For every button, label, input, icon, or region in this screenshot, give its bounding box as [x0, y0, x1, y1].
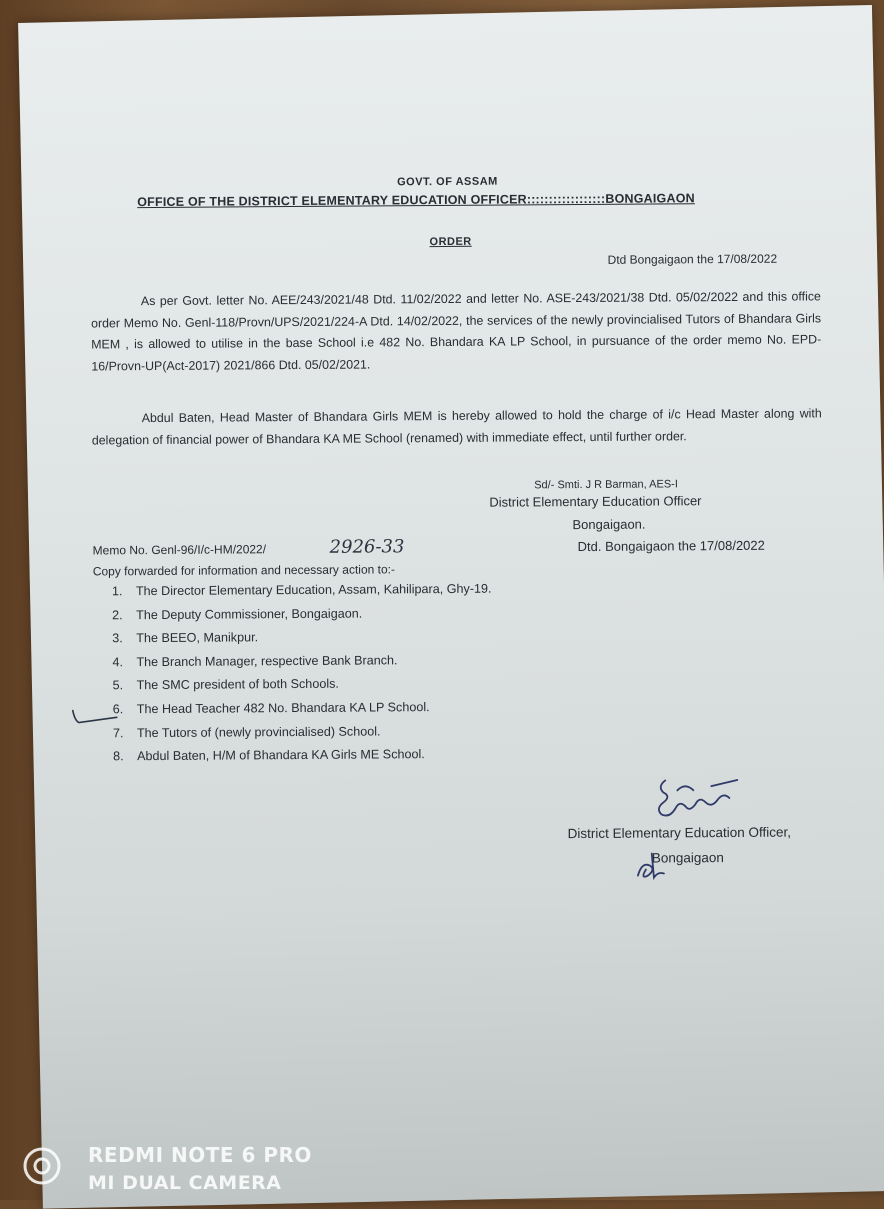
watermark-camera: MI DUAL CAMERA — [88, 1172, 282, 1194]
signatory-place: Bongaigaon. — [572, 516, 646, 533]
list-item — [112, 629, 492, 655]
list-item-number: 7. — [112, 725, 124, 740]
list-item-number: 1. — [111, 584, 123, 599]
list-item — [113, 723, 493, 749]
list-item-number: 4. — [112, 655, 123, 670]
list-item-text: The Branch Manager, respective Bank Branch. — [136, 653, 398, 669]
list-item-text: The Head Teacher 482 No. Bhandara KA LP School. — [136, 700, 430, 717]
paragraph-2: Abdul Baten, Head Master of Bhandara Girls MEM is hereby allowed to hold the charge of i/c Head Master along with delegation of financial power of Bhandara KA ME School (renamed) with immediate effect, until further order. — [91, 406, 822, 447]
govt-heading: GOVT. OF ASSAM — [397, 175, 498, 189]
list-item-text: The SMC president of both Schools. — [136, 677, 339, 693]
memo-number: Memo No. Genl-96/I/c-HM/2022/ — [92, 542, 267, 558]
handwritten-initials — [632, 843, 672, 883]
handwritten-memo-range: 2926-33 — [329, 536, 405, 558]
list-item-text: The Tutors of (newly provincialised) School. — [136, 723, 381, 740]
list-item-number: 2. — [112, 607, 123, 622]
order-title: ORDER — [429, 235, 472, 249]
list-item — [112, 605, 492, 631]
paragraph-1: As per Govt. letter No. AEE/243/2021/48 Dtd. 11/02/2022 and letter No. ASE-243/2021/38 Dtd. 05/02/2022 and this office order Memo No. Genl-118/Provn/UPS/2021/224-A Dtd. 14/02/2022, the services of the newly provincialised Tutors of Bhandara Girls MEM , is allowed to utilise in the base School i.e 482 No. Bhandara KA LP School, in pursuance of the order memo No. EPD-16/Provn-UP(Act-2017) 2021/866 Dtd. 05/02/2021. — [91, 289, 822, 373]
signatory-designation: District Elementary Education Officer — [489, 493, 702, 510]
list-item — [113, 747, 493, 773]
office-heading: OFFICE OF THE DISTRICT ELEMENTARY EDUCATION OFFICER::::::::::::::::::BONGAIGAON — [137, 191, 695, 210]
list-item — [113, 700, 493, 726]
copy-forwarded-line: Copy forwarded for information and necessary action to:- — [92, 562, 395, 579]
final-signatory-designation: District Elementary Education Officer, — [567, 824, 792, 842]
camera-watermark-icon — [22, 1146, 78, 1186]
list-item — [112, 652, 492, 678]
memo-date: Dtd. Bongaigaon the 17/08/2022 — [577, 537, 765, 555]
list-item-number: 8. — [113, 749, 124, 764]
list-item-text: The Deputy Commissioner, Bongaigaon. — [136, 606, 363, 622]
final-signatory-place: Bongaigaon — [651, 850, 724, 866]
order-date: Dtd Bongaigaon the 17/08/2022 — [607, 251, 778, 267]
list-item — [113, 676, 493, 702]
list-item-text: Abdul Baten, H/M of Bhandara KA Girls ME School. — [137, 747, 425, 764]
recipient-list — [112, 582, 493, 773]
list-item-number: 6. — [112, 702, 124, 717]
list-item-text: The BEEO, Manikpur. — [136, 630, 259, 646]
list-item-number: 5. — [112, 678, 124, 693]
list-item-number: 3. — [112, 631, 123, 646]
watermark-model: REDMI NOTE 6 PRO — [88, 1143, 312, 1167]
list-item — [112, 582, 492, 608]
handwritten-tick-mark — [71, 704, 121, 728]
signed-by: Sd/- Smti. J R Barman, AES-I — [534, 478, 678, 492]
list-item-text: The Director Elementary Education, Assam, Kahilipara, Ghy-19. — [135, 581, 492, 599]
handwritten-signature — [641, 768, 751, 829]
